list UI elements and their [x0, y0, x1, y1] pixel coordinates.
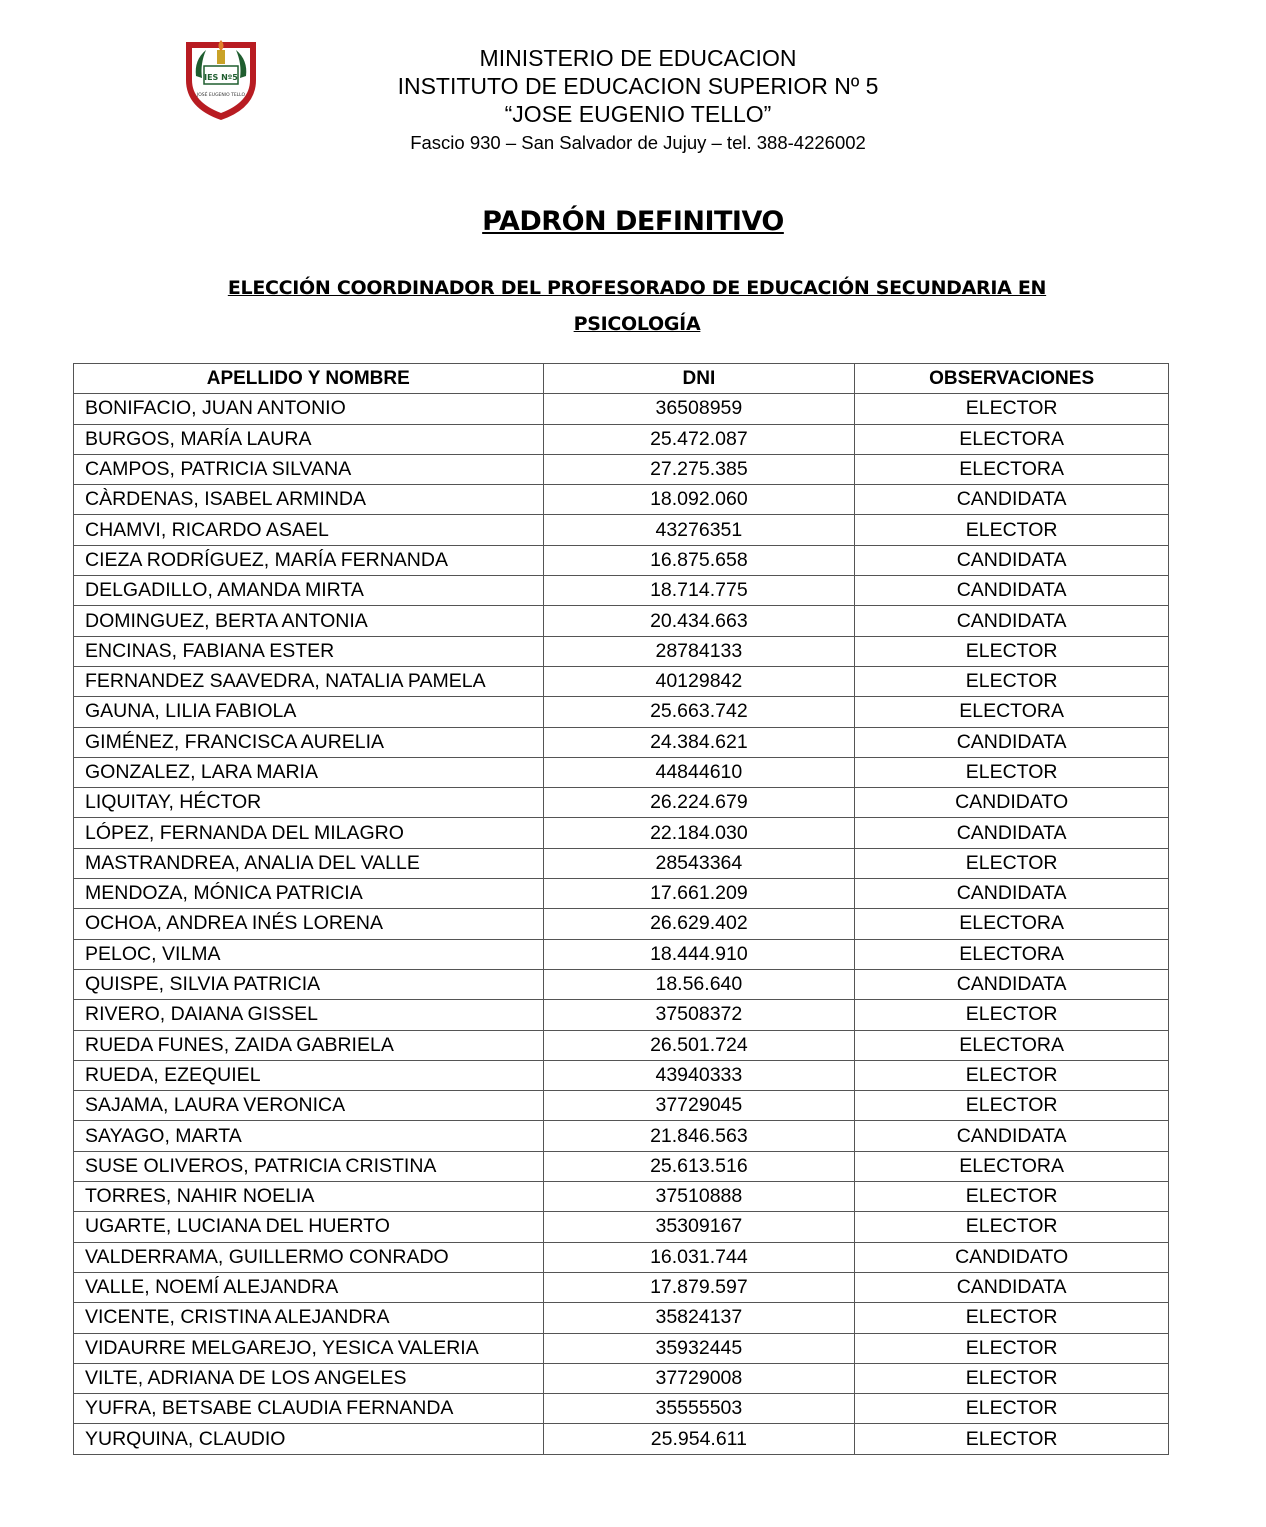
table-row [74, 485, 1169, 515]
cell-name: BURGOS, MARÍA LAURA [74, 424, 544, 454]
table-row [74, 697, 1169, 727]
cell-observation: ELECTOR [855, 666, 1169, 696]
cell-observation: CANDIDATA [855, 545, 1169, 575]
document-subtitle [180, 270, 1094, 342]
cell-dni: 16.875.658 [543, 545, 855, 575]
cell-name: CHAMVI, RICARDO ASAEL [74, 515, 544, 545]
cell-name: MASTRANDREA, ANALIA DEL VALLE [74, 848, 544, 878]
cell-observation: ELECTOR [855, 1182, 1169, 1212]
cell-name: VALDERRAMA, GUILLERMO CONRADO [74, 1242, 544, 1272]
table-body [74, 394, 1169, 1454]
cell-dni: 18.56.640 [543, 969, 855, 999]
cell-name: UGARTE, LUCIANA DEL HUERTO [74, 1212, 544, 1242]
cell-dni: 24.384.621 [543, 727, 855, 757]
logo-subtext: JOSÉ EUGENIO TELLO [196, 93, 246, 98]
table-header-row [74, 364, 1169, 394]
cell-name: GIMÉNEZ, FRANCISCA AURELIA [74, 727, 544, 757]
cell-observation: CANDIDATA [855, 1121, 1169, 1151]
cell-dni: 25.663.742 [543, 697, 855, 727]
cell-observation: ELECTOR [855, 1333, 1169, 1363]
cell-observation: CANDIDATA [855, 606, 1169, 636]
table-row [74, 1272, 1169, 1302]
cell-name: YURQUINA, CLAUDIO [74, 1424, 544, 1454]
cell-observation: CANDIDATA [855, 1272, 1169, 1302]
cell-dni: 28543364 [543, 848, 855, 878]
cell-name: VALLE, NOEMÍ ALEJANDRA [74, 1272, 544, 1302]
document-title: PADRÓN DEFINITIVO [482, 206, 784, 237]
cell-observation: CANDIDATA [855, 485, 1169, 515]
table-row [74, 1000, 1169, 1030]
cell-observation: ELECTOR [855, 1091, 1169, 1121]
cell-dni: 18.714.775 [543, 576, 855, 606]
cell-name: CAMPOS, PATRICIA SILVANA [74, 454, 544, 484]
cell-observation: CANDIDATA [855, 969, 1169, 999]
table-row [74, 969, 1169, 999]
table-row [74, 576, 1169, 606]
cell-observation: ELECTOR [855, 848, 1169, 878]
cell-observation: ELECTOR [855, 394, 1169, 424]
cell-name: LÓPEZ, FERNANDA DEL MILAGRO [74, 818, 544, 848]
table-row [74, 848, 1169, 878]
cell-observation: CANDIDATA [855, 576, 1169, 606]
cell-observation: ELECTOR [855, 1212, 1169, 1242]
subtitle-line-1: ELECCIÓN COORDINADOR DEL PROFESORADO DE EDUCACIÓN SECUNDARIA EN [227, 277, 1047, 299]
cell-observation: ELECTOR [855, 1060, 1169, 1090]
cell-dni: 37508372 [543, 1000, 855, 1030]
cell-dni: 27.275.385 [543, 454, 855, 484]
cell-name: DOMINGUEZ, BERTA ANTONIA [74, 606, 544, 636]
cell-dni: 35555503 [543, 1394, 855, 1424]
cell-dni: 37729045 [543, 1091, 855, 1121]
cell-observation: ELECTORA [855, 697, 1169, 727]
table-row [74, 515, 1169, 545]
table-row [74, 1363, 1169, 1393]
cell-name: GAUNA, LILIA FABIOLA [74, 697, 544, 727]
cell-dni: 18.444.910 [543, 939, 855, 969]
column-header-observations: OBSERVACIONES [855, 364, 1169, 394]
cell-dni: 25.472.087 [543, 424, 855, 454]
table-row [74, 1212, 1169, 1242]
cell-name: CIEZA RODRÍGUEZ, MARÍA FERNANDA [74, 545, 544, 575]
cell-name: GONZALEZ, LARA MARIA [74, 757, 544, 787]
cell-dni: 16.031.744 [543, 1242, 855, 1272]
document-header [330, 44, 946, 156]
cell-name: PELOC, VILMA [74, 939, 544, 969]
cell-dni: 26.629.402 [543, 909, 855, 939]
table-row [74, 757, 1169, 787]
table-row [74, 909, 1169, 939]
subtitle-line-2: PSICOLOGÍA [573, 313, 701, 335]
cell-dni: 26.224.679 [543, 788, 855, 818]
table-row [74, 394, 1169, 424]
cell-name: VILTE, ADRIANA DE LOS ANGELES [74, 1363, 544, 1393]
cell-dni: 43276351 [543, 515, 855, 545]
cell-dni: 21.846.563 [543, 1121, 855, 1151]
cell-dni: 36508959 [543, 394, 855, 424]
table-row [74, 424, 1169, 454]
cell-name: VIDAURRE MELGAREJO, YESICA VALERIA [74, 1333, 544, 1363]
cell-dni: 35932445 [543, 1333, 855, 1363]
cell-name: RUEDA, EZEQUIEL [74, 1060, 544, 1090]
cell-name: LIQUITAY, HÉCTOR [74, 788, 544, 818]
cell-name: QUISPE, SILVIA PATRICIA [74, 969, 544, 999]
table-row [74, 788, 1169, 818]
table-row [74, 818, 1169, 848]
institute-name: INSTITUTO DE EDUCACION SUPERIOR Nº 5 [397, 73, 879, 99]
cell-observation: ELECTOR [855, 757, 1169, 787]
cell-dni: 25.613.516 [543, 1151, 855, 1181]
cell-name: ENCINAS, FABIANA ESTER [74, 636, 544, 666]
cell-dni: 44844610 [543, 757, 855, 787]
cell-observation: ELECTORA [855, 454, 1169, 484]
cell-dni: 37510888 [543, 1182, 855, 1212]
cell-observation: CANDIDATO [855, 1242, 1169, 1272]
voter-roll-table [73, 363, 1169, 1455]
cell-observation: CANDIDATA [855, 818, 1169, 848]
cell-observation: ELECTOR [855, 1000, 1169, 1030]
cell-name: RUEDA FUNES, ZAIDA GABRIELA [74, 1030, 544, 1060]
table-row [74, 727, 1169, 757]
column-header-name: APELLIDO Y NOMBRE [74, 364, 544, 394]
cell-dni: 43940333 [543, 1060, 855, 1090]
logo-text: IES Nº5 [204, 73, 238, 82]
table-row [74, 1242, 1169, 1272]
cell-dni: 35824137 [543, 1303, 855, 1333]
cell-observation: CANDIDATO [855, 788, 1169, 818]
cell-observation: ELECTORA [855, 1030, 1169, 1060]
cell-observation: ELECTOR [855, 1424, 1169, 1454]
cell-name: MENDOZA, MÓNICA PATRICIA [74, 879, 544, 909]
table-row [74, 1030, 1169, 1060]
cell-dni: 26.501.724 [543, 1030, 855, 1060]
cell-observation: ELECTORA [855, 424, 1169, 454]
table-row [74, 1151, 1169, 1181]
table-row [74, 636, 1169, 666]
cell-dni: 22.184.030 [543, 818, 855, 848]
cell-name: VICENTE, CRISTINA ALEJANDRA [74, 1303, 544, 1333]
cell-observation: CANDIDATA [855, 727, 1169, 757]
institute-crest-logo [182, 36, 260, 122]
table-row [74, 1303, 1169, 1333]
cell-observation: ELECTOR [855, 1363, 1169, 1393]
cell-dni: 35309167 [543, 1212, 855, 1242]
cell-name: TORRES, NAHIR NOELIA [74, 1182, 544, 1212]
cell-dni: 28784133 [543, 636, 855, 666]
cell-observation: ELECTOR [855, 636, 1169, 666]
cell-dni: 17.661.209 [543, 879, 855, 909]
cell-dni: 25.954.611 [543, 1424, 855, 1454]
cell-dni: 40129842 [543, 666, 855, 696]
table-row [74, 454, 1169, 484]
table-row [74, 1091, 1169, 1121]
cell-name: BONIFACIO, JUAN ANTONIO [74, 394, 544, 424]
cell-name: YUFRA, BETSABE CLAUDIA FERNANDA [74, 1394, 544, 1424]
cell-observation: ELECTOR [855, 1394, 1169, 1424]
cell-name: RIVERO, DAIANA GISSEL [74, 1000, 544, 1030]
ministry-name: MINISTERIO DE EDUCACION [479, 45, 797, 71]
cell-name: FERNANDEZ SAAVEDRA, NATALIA PAMELA [74, 666, 544, 696]
table-row [74, 666, 1169, 696]
cell-dni: 37729008 [543, 1363, 855, 1393]
column-header-dni: DNI [543, 364, 855, 394]
cell-observation: ELECTOR [855, 1303, 1169, 1333]
cell-observation: ELECTORA [855, 909, 1169, 939]
cell-name: SAJAMA, LAURA VERONICA [74, 1091, 544, 1121]
cell-name: OCHOA, ANDREA INÉS LORENA [74, 909, 544, 939]
table-row [74, 939, 1169, 969]
cell-dni: 18.092.060 [543, 485, 855, 515]
table-row [74, 1333, 1169, 1363]
cell-name: SUSE OLIVEROS, PATRICIA CRISTINA [74, 1151, 544, 1181]
table-row [74, 879, 1169, 909]
cell-name: DELGADILLO, AMANDA MIRTA [74, 576, 544, 606]
institute-honoree: “JOSE EUGENIO TELLO” [504, 101, 772, 127]
cell-dni: 20.434.663 [543, 606, 855, 636]
cell-name: SAYAGO, MARTA [74, 1121, 544, 1151]
cell-name: CÀRDENAS, ISABEL ARMINDA [74, 485, 544, 515]
cell-observation: ELECTORA [855, 1151, 1169, 1181]
table-row [74, 606, 1169, 636]
cell-observation: ELECTOR [855, 515, 1169, 545]
cell-dni: 17.879.597 [543, 1272, 855, 1302]
institute-address: Fascio 930 – San Salvador de Jujuy – tel. 388-4226002 [410, 132, 866, 153]
table-row [74, 1424, 1169, 1454]
table-row [74, 545, 1169, 575]
table-row [74, 1121, 1169, 1151]
table-row [74, 1394, 1169, 1424]
table-row [74, 1182, 1169, 1212]
table-row [74, 1060, 1169, 1090]
cell-observation: ELECTORA [855, 939, 1169, 969]
cell-observation: CANDIDATA [855, 879, 1169, 909]
